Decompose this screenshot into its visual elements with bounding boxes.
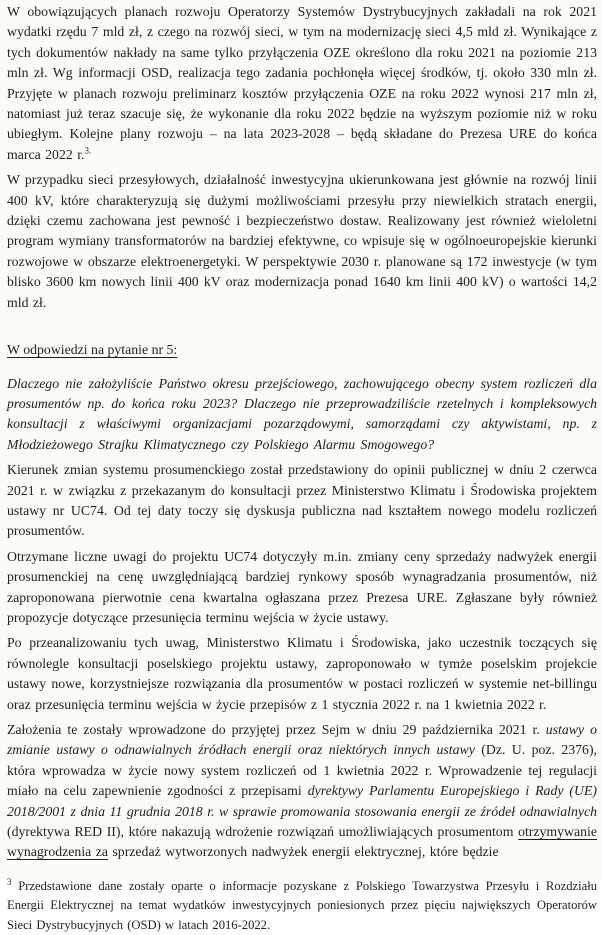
paragraph-osd-investment-plans-text: W obowiązujących planach rozwoju Operatorzy Systemów Dystrybucyjnych zakładali na rok 2021 wydatki rzędu 7 mld zł, z czego na rozwój sieci, w tym na modernizację sieci 4,5 mld zł. Wynikające z tych dokumentów nakłady na same tylko przyłączenia OZE określono dla roku 2021 na poziomie 213 mln zł. Wg informacji OSD, realizacja tego zadania pochłonęła więcej środków, tj. około 330 mln zł. Przyjęte w planach rozwoju preliminarz kosztów przyłączenia OZE na roku 2022 wynosi 217 mln zł, natomiast już teraz szacuje się, że wykonanie dla roku 2022 będzie na wyższym poziomie niż w roku ubiegłym. Kolejne plany rozwoju – na lata 2023-2028 – będą składane do Prezesa URE do końca marca 2022 r. [7, 4, 597, 162]
paragraph-sejm-act [7, 720, 597, 863]
paragraph-quoted-question: Dlaczego nie założyliście Państwo okresu przejściowego, zachowującego obecny system rozliczeń dla prosumentów np. do końca roku 2023? Dlaczego nie przeprowadziliście rzetelnych i kompleksowych konsultacji z właściwymi organizacjami pozarządowymi, samorządami czy aktywistami, np. z Młodzieżowego Strajku Klimatycznego czy Polskiego Alarmu Smogowego? [7, 375, 597, 452]
footnote-3 [7, 877, 597, 935]
sejm-act-segment-surplus-sale: sprzedaż wytworzonych nadwyżek energii elektrycznej, które będzie [107, 844, 499, 860]
sejm-act-segment-intro: Założenia te zostały wprowadzone do przyjętej przez Sejm w dniu 29 października 2021 r. [7, 722, 546, 737]
footnote-3-text: Przedstawione dane zostały oparte o informacje pozyskane z Polskiego Towarzystwa Przesyłu i Rozdziału Energii Elektrycznej na temat wydatków inwestycyjnych poniesionych przez pięciu największych Operatorów Sieci Dystrybucyjnych (OSD) w latach 2016-2022. [7, 878, 597, 932]
sejm-act-segment-directive-title: dyrektywy Parlamentu Europejskiego i Rady (UE) 2018/2001 z dnia 11 grudnia 2018 r. w sprawie promowania stosowania energii ze źródeł odnawialnych [7, 783, 598, 819]
section-heading-answer-question-5: W odpowiedzi na pytanie nr 5: [7, 342, 178, 358]
sejm-act-segment-red2: (dyrektywa RED II), które nakazują wdrożenie rozwiązań umożliwiających prosumentom [7, 824, 519, 840]
sejm-act-segment-act-title: ustawy o zmianie ustawy o odnawialnych źródłach energii oraz niektórych innych ustawy [7, 722, 597, 758]
paragraph-transmission-network: W przypadku sieci przesyłowych, działalność inwestycyjna ukierunkowana jest głównie na rozwój linii 400 kV, które charakteryzują się dużymi możliwościami przesyłu przy niewielkich stratach energii, dzięki czemu zachowana jest pewność i bezpieczeństwo dostaw. Realizowany jest również wieloletni program wymiany transformatorów na bardziej efektywne, co wpisuje się w ogólnoeuropejskie kierunki rozwojowe w obszarze elektroenergetyki. W perspektywie 2030 r. planowane są 172 inwestycje (w tym blisko 3600 km nowych linii 400 kV oraz modernizacja ponad 1640 km linii 400 kV) o wartości 14,2 mld zł. [7, 172, 597, 310]
paragraph-uc74-comments: Otrzymane liczne uwagi do projektu UC74 dotyczyły m.in. zmiany ceny sprzedaży nadwyżek energii prosumenckiej na cenę uwzględniającą bardziej rynkowy sposób wynagradzania prosumentów, niż zaproponowana pierwotnie cena kwartalna ogłaszana przez Prezesa URE. Zgłaszane były również propozycje dotyczące przesunięcia terminu wejścia w życie ustawy. [7, 548, 597, 625]
paragraph-prosumer-system-direction: Kierunek zmian systemu prosumenckiego został przedstawiony do opinii publicznej w dniu 2 czerwca 2021 r. w związku z przekazanym do konsultacji przez Ministerstwo Klimatu i Środowiska projektem ustawy nr UC74. Od tej daty toczy się dyskusja publiczna nad kształtem nowego modelu rozliczeń prosumentów. [7, 462, 597, 539]
footnote-reference-3: 3. [84, 145, 92, 156]
paragraph-osd-investment-plans [7, 2, 597, 165]
sejm-act-segment-underlined-remuneration: otrzymywanie wynagrodzenia za [7, 824, 597, 860]
sejm-act-segment-journal-ref: (Dz. U. poz. 2376), która wprowadza w życie nowy system rozliczeń od 1 kwietnia 2022 r. Wprowadzenie tej regulacji miało na celu zapewnienie zgodności z przepisami [7, 742, 598, 799]
paragraph-ministry-proposal: Po przeanalizowaniu tych uwag, Ministerstwo Klimatu i Środowiska, jako uczestnik toczących się równolegle konsultacji poselskiego projektu ustawy, zaproponowało w tymże poselskim projekcie ustawy nowe, korzystniejsze rozwiązania dla prosumentów w postaci rozliczeń w systemie net-billingu oraz przesunięcia terminu wejścia w życie przepisów z 1 stycznia 2022 r. na 1 kwietnia 2022 r. [7, 635, 597, 712]
footnote-3-marker: 3 [7, 876, 12, 887]
